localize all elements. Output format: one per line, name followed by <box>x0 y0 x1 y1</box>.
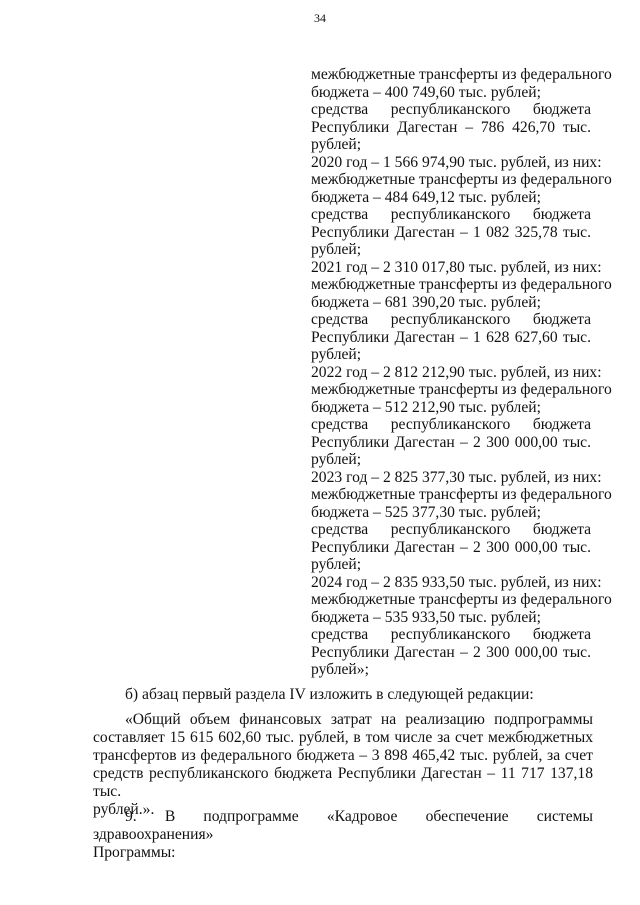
financing-line: Республики Дагестан – 1 628 627,60 тыс. <box>311 328 591 346</box>
financing-line: бюджета – 484 649,12 тыс. рублей; <box>311 188 541 206</box>
paragraph-9-line: Программы: <box>93 844 176 861</box>
quote-line: составляет 15 615 602,60 тыс. рублей, в том числе за счет межбюджетных <box>93 729 593 746</box>
financing-line: межбюджетные трансферты из федерального <box>311 486 612 503</box>
financing-line: 2023 год – 2 825 377,30 тыс. рублей, из них: <box>311 468 602 486</box>
financing-line: рублей; <box>311 241 362 258</box>
financing-line: 2020 год – 1 566 974,90 тыс. рублей, из них: <box>311 153 602 171</box>
financing-line: 2022 год – 2 812 212,90 тыс. рублей, из них: <box>311 363 602 381</box>
financing-line: Республики Дагестан – 2 300 000,00 тыс. <box>311 433 591 451</box>
financing-line: межбюджетные трансферты из федерального <box>311 591 612 608</box>
financing-line: бюджета – 535 933,50 тыс. рублей; <box>311 608 541 626</box>
financing-line: межбюджетные трансферты из федерального <box>311 66 612 83</box>
financing-line: Республики Дагестан – 786 426,70 тыс. <box>311 118 591 136</box>
financing-breakdown <box>311 66 612 679</box>
financing-line: межбюджетные трансферты из федерального <box>311 381 612 398</box>
financing-line: средства республиканского бюджета <box>311 521 591 538</box>
financing-line: Республики Дагестан – 1 082 325,78 тыс. <box>311 223 591 241</box>
financing-line: межбюджетные трансферты из федерального <box>311 276 612 293</box>
quote-line: средств республиканского бюджета Республики Дагестан – 11 717 137,18 тыс. <box>93 765 593 800</box>
quote-line: рублей.». <box>93 801 155 818</box>
financing-line: рублей; <box>311 136 362 153</box>
paragraph-quote <box>93 711 593 819</box>
financing-line: бюджета – 400 749,60 тыс. рублей; <box>311 83 541 101</box>
quote-line: трансфертов из федерального бюджета – 3 898 465,42 тыс. рублей, за счет <box>93 747 593 764</box>
financing-line: бюджета – 681 390,20 тыс. рублей; <box>311 293 541 311</box>
financing-line: бюджета – 525 377,30 тыс. рублей; <box>311 503 541 521</box>
financing-line: 2021 год – 2 310 017,80 тыс. рублей, из них: <box>311 258 602 276</box>
financing-line: рублей; <box>311 451 362 468</box>
financing-line: средства республиканского бюджета <box>311 101 591 118</box>
financing-line: средства республиканского бюджета <box>311 311 591 328</box>
financing-line: 2024 год – 2 835 933,50 тыс. рублей, из них: <box>311 573 602 591</box>
paragraph-b: б) абзац первый раздела IV изложить в следующей редакции: <box>125 686 534 703</box>
financing-line: средства республиканского бюджета <box>311 626 591 643</box>
paragraph-9-line: 9. В подпрограмме «Кадровое обеспечение системы здравоохранения» <box>93 808 593 843</box>
quote-line: «Общий объем финансовых затрат на реализацию подпрограммы <box>125 711 593 728</box>
paragraph-9 <box>93 808 593 862</box>
page-number: 34 <box>314 11 326 25</box>
financing-line: средства республиканского бюджета <box>311 206 591 223</box>
financing-line: рублей; <box>311 346 362 363</box>
financing-line: Республики Дагестан – 2 300 000,00 тыс. <box>311 643 591 661</box>
financing-line: средства республиканского бюджета <box>311 416 591 433</box>
financing-line: рублей»; <box>311 661 369 678</box>
financing-line: рублей; <box>311 556 362 573</box>
financing-line: бюджета – 512 212,90 тыс. рублей; <box>311 398 541 416</box>
financing-line: Республики Дагестан – 2 300 000,00 тыс. <box>311 538 591 556</box>
financing-line: межбюджетные трансферты из федерального <box>311 171 612 188</box>
